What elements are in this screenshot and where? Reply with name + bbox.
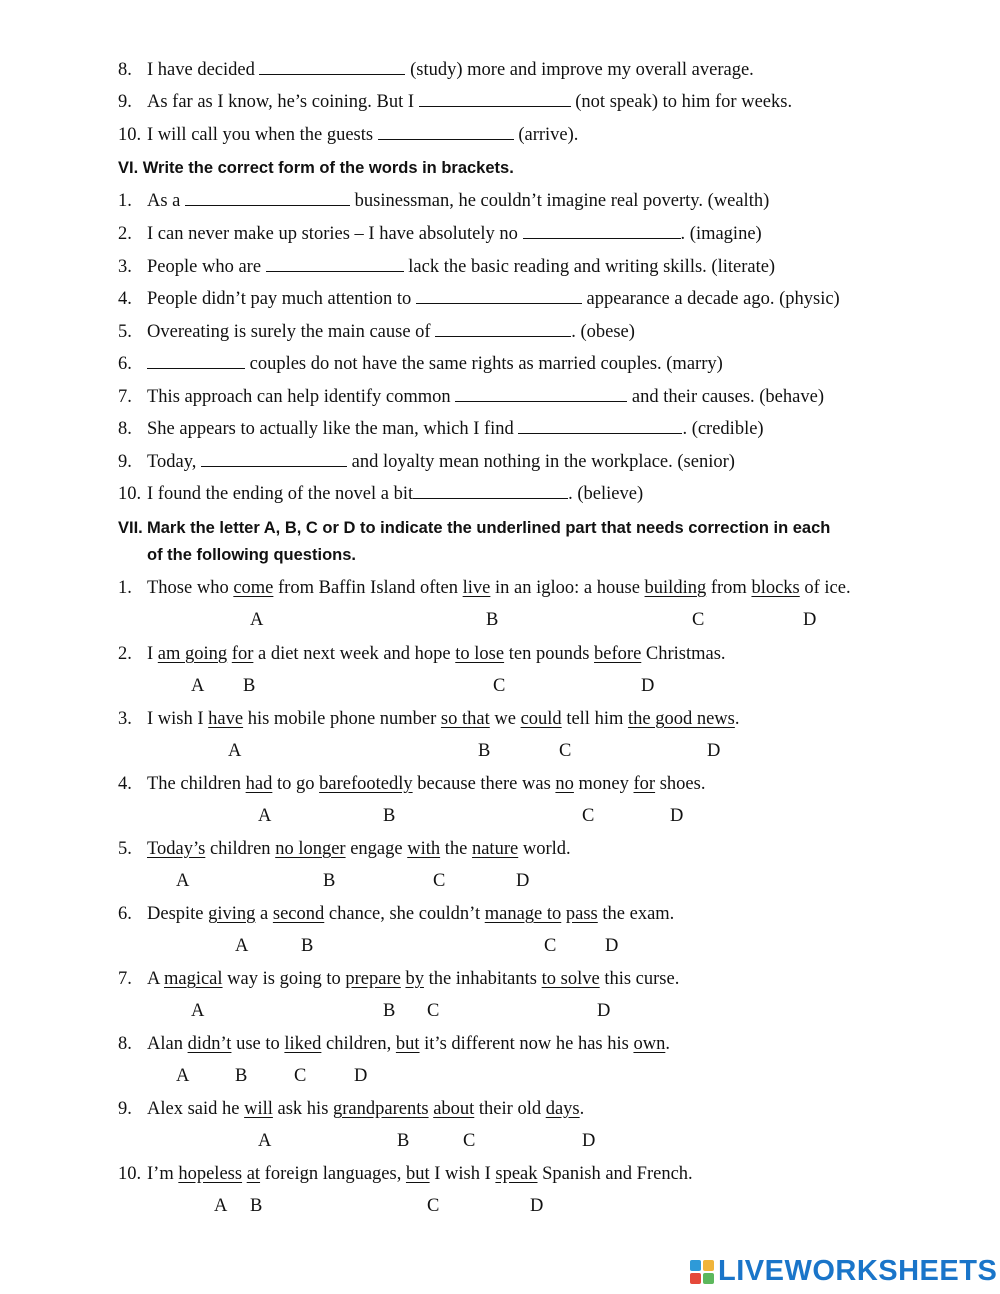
question-text: I [147,644,158,664]
question-text-before: As far as I know, he’s coining. But I [147,92,419,112]
option-letter-c[interactable]: C [493,676,506,696]
underlined-part: before [594,644,642,664]
underlined-part: the good news [627,709,735,729]
question-line [118,418,764,440]
question-text: the [440,839,472,859]
underlined-part: so that [440,709,490,729]
underlined-part: hopeless [178,1164,243,1184]
question-line [118,223,762,245]
underlined-part: live [462,578,491,598]
underlined-part: blocks [751,578,800,598]
question-text: of ice. [799,578,851,598]
question-line [118,1033,670,1055]
option-letter-a[interactable]: A [228,741,242,761]
option-letter-a[interactable]: A [258,806,272,826]
question-text: I wish I [147,709,209,729]
question-text-after: couples do not have the same rights as married couples. (marry) [245,354,723,374]
question-text: Alan [147,1034,188,1054]
question-text-before: People didn’t pay much attention to [147,289,416,309]
underlined-part: giving [208,904,256,924]
question-line [118,577,851,599]
answer-blank[interactable] [266,257,404,272]
question-text: the inhabitants [423,969,542,989]
underlined-part: have [208,709,244,729]
question-number: 10. [118,125,142,145]
section-7-label: VII. [118,519,143,537]
answer-blank[interactable] [455,387,627,402]
question-text-after: businessman, he couldn’t imagine real poverty. (wealth) [350,191,770,211]
question-text-before: I have decided [147,60,260,80]
underlined-part: days [545,1099,580,1119]
option-letter-b[interactable]: B [323,871,336,891]
option-letter-b[interactable]: B [486,610,499,630]
question-text-after: . (believe) [568,484,644,504]
underlined-part: prepare [345,969,401,989]
question-line [118,483,643,505]
question-text-before: As a [147,191,186,211]
underlined-part: Today’s [147,839,206,859]
underlined-part: pass [565,904,598,924]
question-text: Those who [147,578,234,598]
option-letter-b[interactable]: B [250,1196,263,1216]
answer-blank[interactable] [518,419,682,434]
option-letter-d[interactable]: D [354,1066,368,1086]
question-text: ask his [272,1099,334,1119]
question-number: 2. [118,224,132,244]
question-text: foreign languages, [260,1164,406,1184]
question-line [118,124,578,146]
option-letter-a[interactable]: A [176,871,190,891]
option-letter-b[interactable]: B [383,1001,396,1021]
question-text: money [573,774,634,794]
option-letter-d[interactable]: D [670,806,684,826]
question-line [118,451,735,473]
option-letter-a[interactable]: A [191,1001,205,1021]
question-text: this curse. [599,969,680,989]
question-text-after: . (obese) [571,322,635,342]
option-letter-c[interactable]: C [427,1001,440,1021]
underlined-part: am going [157,644,228,664]
option-letter-d[interactable]: D [516,871,530,891]
underlined-part: grandparents [333,1099,429,1119]
section-7-heading [118,517,830,539]
question-text-before: I can never make up stories – I have absolutely no [147,224,523,244]
option-letter-a[interactable]: A [235,936,249,956]
question-text: . [665,1034,670,1054]
question-number: 10. [118,484,142,504]
underlined-part: for [633,774,656,794]
option-letter-d[interactable]: D [605,936,619,956]
underlined-part: building [644,578,707,598]
section-7-heading-line1: Mark the letter A, B, C or D to indicate the underlined part that needs correction in each [147,519,831,537]
underlined-part: come [233,578,274,598]
question-number: 8. [118,419,132,439]
question-number: 10. [118,1164,142,1184]
question-number: 5. [118,322,132,342]
option-letter-b[interactable]: B [243,676,256,696]
question-text: from [706,578,752,598]
question-text-before: She appears to actually like the man, which I find [147,419,519,439]
question-number: 2. [118,644,132,664]
question-text-before: Overeating is surely the main cause of [147,322,436,342]
underlined-part: at [246,1164,261,1184]
question-text: . [734,709,740,729]
underlined-part: no [555,774,574,794]
question-text-after: and loyalty mean nothing in the workplace. (senior) [347,452,735,472]
question-number: 5. [118,839,132,859]
question-text: engage [345,839,408,859]
question-number: 9. [118,452,132,472]
question-text-before: I found the ending of the novel a bit [147,484,414,504]
option-letter-c[interactable]: C [433,871,446,891]
option-letter-b[interactable]: B [235,1066,248,1086]
question-text-after: and their causes. (behave) [627,387,824,407]
underlined-part: to solve [541,969,600,989]
question-text-before: People who are [147,257,266,277]
underlined-part: speak [495,1164,538,1184]
question-text: because there was [412,774,556,794]
question-line [118,1098,584,1120]
question-number: 8. [118,1034,132,1054]
answer-blank[interactable] [435,322,571,337]
question-text: world. [518,839,571,859]
option-letter-d[interactable]: D [530,1196,544,1216]
underlined-part: by [405,969,424,989]
question-text: the exam. [597,904,675,924]
answer-blank[interactable] [416,289,582,304]
question-number: 4. [118,774,132,794]
question-text: I’m [147,1164,179,1184]
answer-blank[interactable] [259,60,405,75]
answer-blank[interactable] [147,354,245,369]
underlined-part: no longer [275,839,346,859]
question-text: a diet next week and hope [253,644,456,664]
logo-squares-icon [690,1260,714,1284]
question-line [118,321,635,343]
option-letter-d[interactable]: D [803,610,817,630]
option-letter-b[interactable]: B [301,936,314,956]
question-text-after: . (credible) [682,419,764,439]
question-text: from Baffin Island often [273,578,463,598]
question-text: Spanish and French. [537,1164,693,1184]
question-number: 3. [118,709,132,729]
question-number: 9. [118,1099,132,1119]
question-number: 1. [118,578,132,598]
question-number: 8. [118,60,132,80]
question-text: Despite [147,904,209,924]
question-line [118,91,792,113]
question-text-after: (study) more and improve my overall average. [405,60,754,80]
question-number: 1. [118,191,132,211]
answer-blank[interactable] [378,125,514,140]
question-text: . [579,1099,585,1119]
question-line [118,190,769,212]
logo-text: LIVEWORKSHEETS [718,1255,998,1287]
option-letter-a[interactable]: A [176,1066,190,1086]
question-text: to go [272,774,320,794]
question-line [118,353,723,375]
underlined-part: to lose [455,644,505,664]
underlined-part: liked [284,1034,322,1054]
question-text-after: lack the basic reading and writing skills. (literate) [403,257,776,277]
question-text: ten pounds [504,644,595,664]
question-text-after: (not speak) to him for weeks. [570,92,793,112]
section-6-heading: VI. Write the correct form of the words in brackets. [118,159,514,177]
underlined-part: had [245,774,273,794]
question-text: A [147,969,164,989]
question-number: 6. [118,904,132,924]
question-line [118,256,775,278]
question-text: use to [231,1034,285,1054]
question-line [118,903,674,925]
underlined-part: magical [163,969,223,989]
question-line [118,1163,693,1185]
option-letter-b[interactable]: B [397,1131,410,1151]
question-text: children [205,839,276,859]
question-text: a [255,904,273,924]
question-text: children, [321,1034,396,1054]
underlined-part: for [231,644,254,664]
question-text: we [489,709,521,729]
question-number: 3. [118,257,132,277]
question-text: chance, she couldn’t [324,904,485,924]
underlined-part: barefootedly [319,774,413,794]
question-line [118,386,824,408]
question-line [118,968,679,990]
underlined-part: about [433,1099,475,1119]
question-line [118,773,705,795]
option-letter-d[interactable]: D [582,1131,596,1151]
underlined-part: but [395,1034,420,1054]
section-7-heading-line2: of the following questions. [147,546,356,564]
answer-blank[interactable] [413,484,568,499]
question-number: 7. [118,387,132,407]
underlined-part: nature [471,839,519,859]
underlined-part: could [520,709,562,729]
question-line [118,59,754,81]
question-text: Alex said he [147,1099,245,1119]
question-text: shoes. [655,774,706,794]
question-number: 9. [118,92,132,112]
question-number: 6. [118,354,132,374]
question-text: their old [474,1099,546,1119]
underlined-part: manage to [484,904,562,924]
option-letter-c[interactable]: C [559,741,572,761]
option-letter-d[interactable]: D [707,741,721,761]
question-text: in an igloo: a house [490,578,645,598]
question-text: way is going to [222,969,346,989]
question-text: tell him [561,709,628,729]
option-letter-a[interactable]: A [214,1196,228,1216]
question-text-before: This approach can help identify common [147,387,456,407]
option-letter-a[interactable]: A [250,610,264,630]
liveworksheets-logo [690,1255,997,1288]
underlined-part: own [633,1034,666,1054]
option-letter-b[interactable]: B [383,806,396,826]
question-text: Christmas. [641,644,726,664]
question-line [118,288,840,310]
option-letter-c[interactable]: C [427,1196,440,1216]
question-line [118,708,739,730]
question-text: his mobile phone number [243,709,441,729]
question-line [118,838,571,860]
answer-blank[interactable] [201,452,347,467]
option-letter-b[interactable]: B [478,741,491,761]
question-text-after: appearance a decade ago. (physic) [581,289,840,309]
answer-blank[interactable] [523,224,681,239]
option-letter-a[interactable]: A [258,1131,272,1151]
question-line [118,643,726,665]
option-letter-c[interactable]: C [294,1066,307,1086]
option-letter-c[interactable]: C [544,936,557,956]
underlined-part: didn’t [187,1034,232,1054]
question-number: 4. [118,289,132,309]
underlined-part: second [272,904,325,924]
option-letter-a[interactable]: A [191,676,205,696]
question-text: it’s different now he has his [419,1034,634,1054]
option-letter-c[interactable]: C [463,1131,476,1151]
question-text: I wish I [429,1164,496,1184]
option-letter-c[interactable]: C [582,806,595,826]
question-text-after: (arrive). [513,125,579,145]
question-text: The children [147,774,246,794]
option-letter-d[interactable]: D [641,676,655,696]
answer-blank[interactable] [185,191,350,206]
underlined-part: but [405,1164,430,1184]
answer-blank[interactable] [419,92,571,107]
option-letter-d[interactable]: D [597,1001,611,1021]
option-letter-c[interactable]: C [692,610,705,630]
question-text-before: I will call you when the guests [147,125,378,145]
question-text-after: . (imagine) [680,224,762,244]
question-number: 7. [118,969,132,989]
question-text-before: Today, [147,452,202,472]
underlined-part: will [244,1099,273,1119]
underlined-part: with [407,839,441,859]
